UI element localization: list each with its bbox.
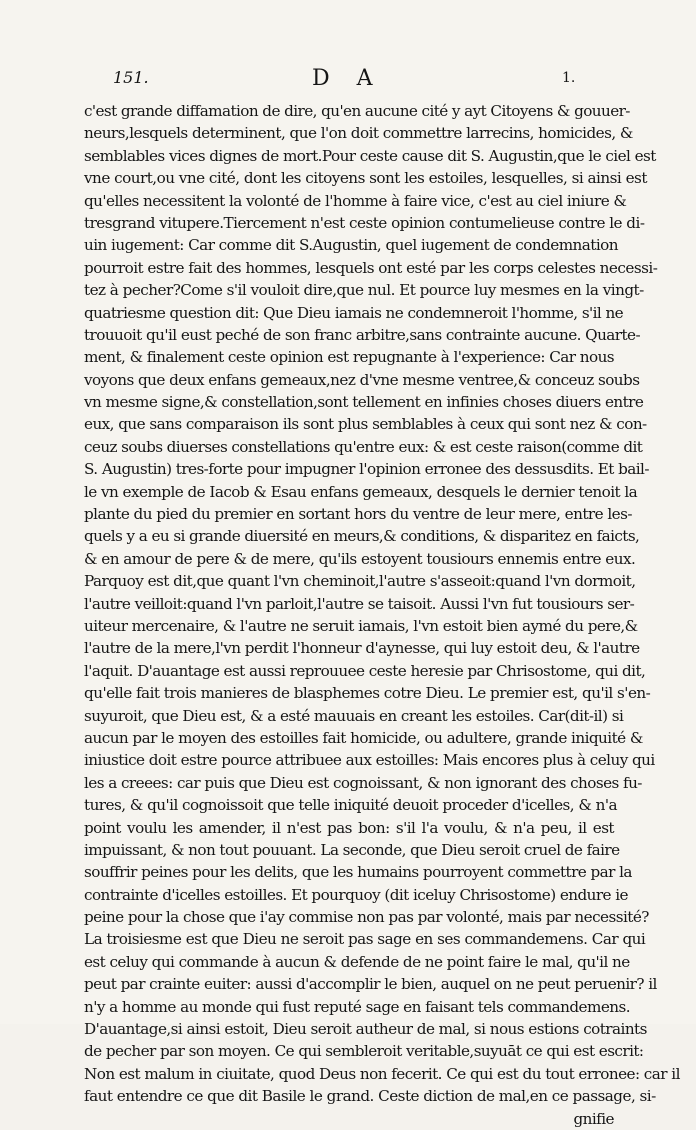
text-line: quatriesme question dit: Que Dieu iamais ne condemneroit l'homme, s'il ne bbox=[84, 303, 624, 322]
text-line: les a creees: car puis que Dieu est cognoissant, & non ignorant des choses fu- bbox=[84, 773, 642, 792]
text-line: voyons que deux enfans gemeaux,nez d'vne mesme ventree,& conceuz soubs bbox=[84, 370, 640, 389]
text-line: ment, & finalement ceste opinion est repugnante à l'experience: Car nous bbox=[84, 348, 615, 367]
text-line: quels y a eu si grande diuersité en meurs,& conditions, & disparitez en faicts, bbox=[84, 527, 640, 546]
text-line: vne court,ou vne cité, dont les citoyens sont les estoiles, lesquelles, si ainsi est bbox=[84, 169, 647, 188]
text-line: point voulu les amender, il n'est pas bon: s'il l'a voulu, & n'a peu, il est bbox=[84, 818, 614, 837]
text-line: pourroit estre fait des hommes, lesquels ont esté par les corps celestes necessi- bbox=[84, 258, 658, 277]
body-text bbox=[84, 100, 680, 1130]
text-line: Parquoy est dit,que quant l'vn cheminoit,l'autre s'asseoit:quand l'vn dormoit, bbox=[84, 572, 636, 591]
text-line: souffrir peines pour les delits, que les humains pourroyent commettre par la bbox=[84, 863, 632, 882]
text-line: Non est malum in ciuitate, quod Deus non fecerit. Ce qui est du tout erronee: car il bbox=[84, 1064, 680, 1083]
text-line: iniustice doit estre pource attribuee aux estoilles: Mais encores plus à celuy qui bbox=[84, 751, 655, 770]
text-line: contrainte d'icelles estoilles. Et pourquoy (dit iceluy Chrisostome) endure ie bbox=[84, 885, 628, 904]
text-line: l'autre de la mere,l'vn perdit l'honneur d'aynesse, qui luy estoit deu, & l'autre bbox=[84, 639, 640, 658]
page-header bbox=[0, 66, 696, 96]
text-line: semblables vices dignes de mort.Pour ceste cause dit S. Augustin,que le ciel est bbox=[84, 146, 656, 165]
text-line: de pecher par son moyen. Ce qui sembleroit veritable,suyuāt ce qui est escrit: bbox=[84, 1042, 644, 1061]
text-line: n'y a homme au monde qui fust reputé sage en faisant tels commandemens. bbox=[84, 997, 630, 1016]
text-line: c'est grande diffamation de dire, qu'en aucune cité y ayt Citoyens & gouuer- bbox=[84, 102, 630, 120]
page-number: 151. bbox=[113, 68, 149, 87]
text-line: uiteur mercenaire, & l'autre ne seruit iamais, l'vn estoit bien aymé du pere,& bbox=[84, 616, 638, 635]
text-line: suyuroit, que Dieu est, & a esté mauuais en creant les estoiles. Car(dit-il) si bbox=[84, 706, 624, 725]
text-line: qu'elles necessitent la volonté de l'homme à faire vice, c'est au ciel iniure & bbox=[84, 191, 627, 210]
text-line: vn mesme signe,& constellation,sont tellement en infinies choses diuers entre bbox=[84, 393, 644, 412]
text-line: aucun par le moyen des estoilles fait homicide, ou adultere, grande iniquité & bbox=[84, 728, 643, 747]
text-line: uin iugement: Car comme dit S.Augustin, quel iugement de condemnation bbox=[84, 236, 618, 255]
text-line: qu'elle fait trois manieres de blasphemes cotre Dieu. Le premier est, qu'il s'en- bbox=[84, 684, 651, 703]
text-line: ceuz soubs diuerses constellations qu'entre eux: & est ceste raison(comme dit bbox=[84, 437, 643, 456]
text-line: eux, que sans comparaison ils sont plus semblables à ceux qui sont nez & con- bbox=[84, 415, 647, 434]
header-mark: 1. bbox=[562, 70, 576, 86]
text-line: D'auantage,si ainsi estoit, Dieu seroit autheur de mal, si nous estions cotraints bbox=[84, 1020, 647, 1039]
text-line: peut par crainte euiter: aussi d'accomplir le bien, auquel on ne peut peruenir? il bbox=[84, 975, 657, 994]
text-line: & en amour de pere & de mere, qu'ils estoyent tousiours ennemis entre eux. bbox=[84, 549, 636, 568]
catchword: gnifie bbox=[573, 1109, 614, 1128]
text-line: tures, & qu'il cognoissoit que telle iniquité deuoit proceder d'icelles, & n'a bbox=[84, 796, 618, 815]
text-line: tez à pecher?Come s'il vouloit dire,que nul. Et pource luy mesmes en la vingt- bbox=[84, 281, 644, 300]
text-line: plante du pied du premier en sortant hors du ventre de leur mere, entre les- bbox=[84, 505, 632, 524]
running-head: D A bbox=[312, 66, 383, 91]
text-line: faut entendre ce que dit Basile le grand. Ceste diction de mal,en ce passage, si- bbox=[84, 1087, 656, 1106]
text-line: le vn exemple de Iacob & Esau enfans gemeaux, desquels le dernier tenoit la bbox=[84, 482, 638, 501]
text-line: S. Augustin) tres-forte pour impugner l'opinion erronee des dessusdits. Et bail- bbox=[84, 460, 649, 479]
text-line: La troisiesme est que Dieu ne seroit pas sage en ses commandemens. Car qui bbox=[84, 930, 646, 949]
text-line: trouuoit qu'il eust peché de son franc arbitre,sans contrainte aucune. Quarte- bbox=[84, 325, 641, 344]
text-line: neurs,lesquels determinent, que l'on doit commettre larrecins, homicides, & bbox=[84, 124, 633, 143]
text-line: l'aquit. D'auantage est aussi reprouuee ceste heresie par Chrisostome, qui dit, bbox=[84, 661, 646, 680]
text-line: est celuy qui commande à aucun & defende de ne point faire le mal, qu'il ne bbox=[84, 952, 630, 971]
text-line: peine pour la chose que i'ay commise non pas par volonté, mais par necessité? bbox=[84, 908, 649, 927]
text-line: impuissant, & non tout pouuant. La seconde, que Dieu seroit cruel de faire bbox=[84, 840, 620, 859]
text-line: tresgrand vitupere.Tiercement n'est ceste opinion contumelieuse contre le di- bbox=[84, 213, 645, 232]
text-line: l'autre veilloit:quand l'vn parloit,l'autre se taisoit. Aussi l'vn fut tousiours ser- bbox=[84, 594, 635, 613]
